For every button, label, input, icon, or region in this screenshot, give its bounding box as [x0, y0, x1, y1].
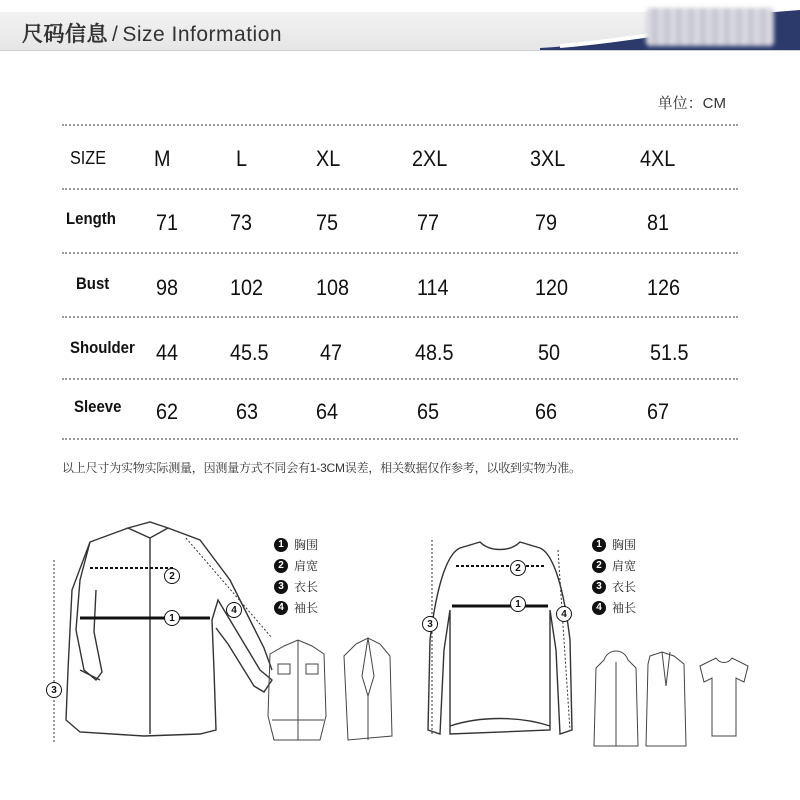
table-cell: 62: [156, 399, 179, 424]
table-cell: 73: [230, 210, 253, 235]
row-label-shoulder: Shoulder: [70, 338, 135, 357]
title-en: Size Information: [122, 23, 283, 46]
legend-item: [592, 555, 636, 576]
header-cell-size: SIZE: [70, 148, 107, 168]
table-cell: 50: [538, 340, 561, 365]
header-cell-xl: XL: [316, 146, 341, 171]
legend-num: 1: [274, 538, 288, 552]
page-title: [22, 18, 282, 48]
legend-num: 4: [274, 601, 288, 615]
legend-num: 3: [592, 580, 606, 594]
header-cell-l: L: [236, 146, 248, 171]
marker-shoulder-right: 2: [510, 560, 526, 576]
marker-bust-right: 1: [510, 596, 526, 612]
longsleeve-diagram: [420, 530, 580, 750]
legend-item: [592, 597, 636, 618]
legend-text: 肩宽: [294, 559, 319, 573]
table-cell: 66: [535, 399, 558, 424]
table-divider: [62, 252, 738, 254]
legend-text: 衣长: [294, 580, 319, 594]
table-cell: 67: [647, 399, 670, 424]
table-cell: 51.5: [650, 340, 689, 365]
table-cell: 48.5: [415, 340, 454, 365]
row-label-sleeve: Sleeve: [74, 397, 122, 416]
table-cell: 81: [647, 210, 670, 235]
legend-item: [274, 597, 318, 618]
legend-item: [274, 534, 318, 555]
measurement-diagrams: [0, 500, 800, 800]
table-cell: 98: [156, 275, 179, 300]
legend-item: [592, 534, 636, 555]
table-cell: 63: [236, 399, 259, 424]
table-divider: [62, 378, 738, 380]
blurred-logo: [646, 8, 774, 46]
legend-num: 2: [274, 559, 288, 573]
legend-num: 2: [592, 559, 606, 573]
table-cell: 114: [417, 275, 449, 300]
table-cell: 108: [316, 275, 350, 300]
header-cell-4xl: 4XL: [640, 146, 676, 171]
table-cell: 120: [535, 275, 569, 300]
row-label-length: Length: [66, 209, 116, 228]
measurement-note: 以上尺寸为实物实际测量，因测量方式不同会有1-3CM误差，相关数据仅作参考，以收到实物为准。: [62, 461, 581, 475]
legend-num: 1: [592, 538, 606, 552]
legend-text: 肩宽: [612, 559, 637, 573]
marker-length-right: 3: [422, 616, 438, 632]
table-cell: 79: [535, 210, 558, 235]
legend-text: 衣长: [612, 580, 637, 594]
header: [0, 0, 800, 58]
legend-num: 4: [592, 601, 606, 615]
table-cell: 77: [417, 210, 440, 235]
legend-left: [274, 534, 318, 618]
title-separator: /: [112, 23, 119, 46]
table-divider: [62, 124, 738, 126]
table-divider: [62, 438, 738, 440]
table-cell: 65: [417, 399, 440, 424]
header-cell-m: M: [154, 146, 171, 171]
table-cell: 45.5: [230, 340, 269, 365]
legend-right: [592, 534, 636, 618]
row-label-bust: Bust: [76, 274, 110, 293]
legend-text: 胸围: [612, 538, 637, 552]
legend-item: [274, 576, 318, 597]
table-divider: [62, 316, 738, 318]
marker-length: 3: [46, 682, 62, 698]
legend-text: 袖长: [294, 601, 319, 615]
table-cell: 47: [320, 340, 343, 365]
marker-shoulder: 2: [164, 568, 180, 584]
table-cell: 102: [230, 275, 264, 300]
table-cell: 126: [647, 275, 681, 300]
marker-sleeve-right: 4: [556, 606, 572, 622]
top-thumbnails: [590, 646, 750, 750]
header-cell-3xl: 3XL: [530, 146, 566, 171]
legend-item: [274, 555, 318, 576]
unit-label: 单位：CM: [657, 95, 726, 112]
legend-text: 胸围: [294, 538, 319, 552]
jacket-thumbnails: [264, 636, 394, 748]
marker-bust: 1: [164, 610, 180, 626]
table-divider: [62, 188, 738, 190]
table-cell: 75: [316, 210, 339, 235]
title-cn: 尺码信息: [22, 23, 108, 46]
table-cell: 44: [156, 340, 179, 365]
legend-num: 3: [274, 580, 288, 594]
header-cell-2xl: 2XL: [412, 146, 448, 171]
table-cell: 64: [316, 399, 339, 424]
table-cell: 71: [156, 210, 179, 235]
legend-text: 袖长: [612, 601, 637, 615]
legend-item: [592, 576, 636, 597]
shirt-diagram: [50, 520, 280, 750]
marker-sleeve: 4: [226, 602, 242, 618]
